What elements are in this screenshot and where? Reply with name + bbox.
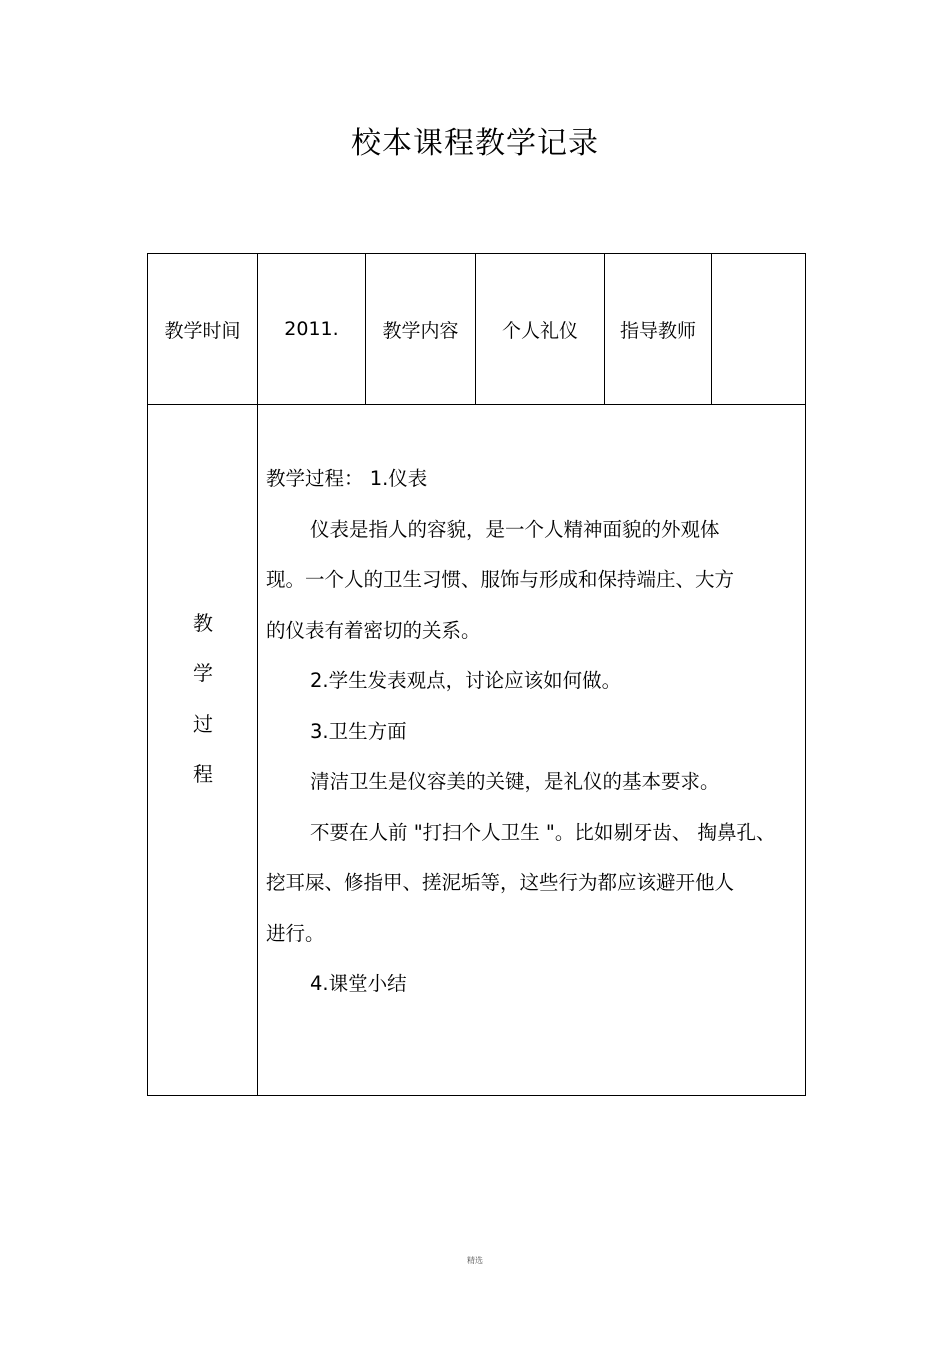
process-line: 的仪表有着密切的关系。 bbox=[266, 618, 481, 642]
page-title: 校本课程教学记录 bbox=[351, 126, 599, 161]
teaching-time-label: 教学时间 bbox=[164, 319, 241, 342]
teaching-time-value: 2011. bbox=[284, 318, 339, 340]
process-line: 4.课堂小结 bbox=[310, 972, 407, 995]
footer-mark: 精选 bbox=[467, 1256, 483, 1265]
teacher-label: 指导教师 bbox=[619, 319, 696, 342]
record-table bbox=[147, 253, 806, 1096]
process-content bbox=[266, 454, 801, 1010]
side-label-char: 教 bbox=[193, 610, 213, 635]
teaching-content-value: 个人礼仪 bbox=[501, 319, 578, 342]
process-line: 进行。 bbox=[266, 921, 325, 945]
process-line: 教学过程： 1.仪表 bbox=[266, 467, 428, 490]
process-line: 2.学生发表观点，讨论应该如何做。 bbox=[310, 669, 622, 692]
teacher-value bbox=[712, 254, 805, 404]
side-label-char: 学 bbox=[193, 661, 213, 685]
process-line: 现。一个人的卫生习惯、服饰与形成和保持端庄、大方 bbox=[266, 568, 735, 591]
process-line: 仪表是指人的容貌，是一个人精神面貌的外观体 bbox=[310, 517, 720, 541]
process-line: 清洁卫生是仪容美的关键，是礼仪的基本要求。 bbox=[310, 770, 720, 793]
side-label-char: 程 bbox=[193, 762, 213, 786]
teaching-content-label: 教学内容 bbox=[382, 319, 459, 342]
process-side-label bbox=[148, 404, 258, 1095]
side-label-char: 过 bbox=[193, 711, 213, 736]
process-line: 挖耳屎、修指甲、搓泥垢等，这些行为都应该避开他人 bbox=[266, 871, 735, 894]
process-line: 不要在人前 "打扫个人卫生 "。比如剔牙齿、 掏鼻孔、 bbox=[310, 820, 776, 844]
process-line: 3.卫生方面 bbox=[310, 719, 407, 743]
